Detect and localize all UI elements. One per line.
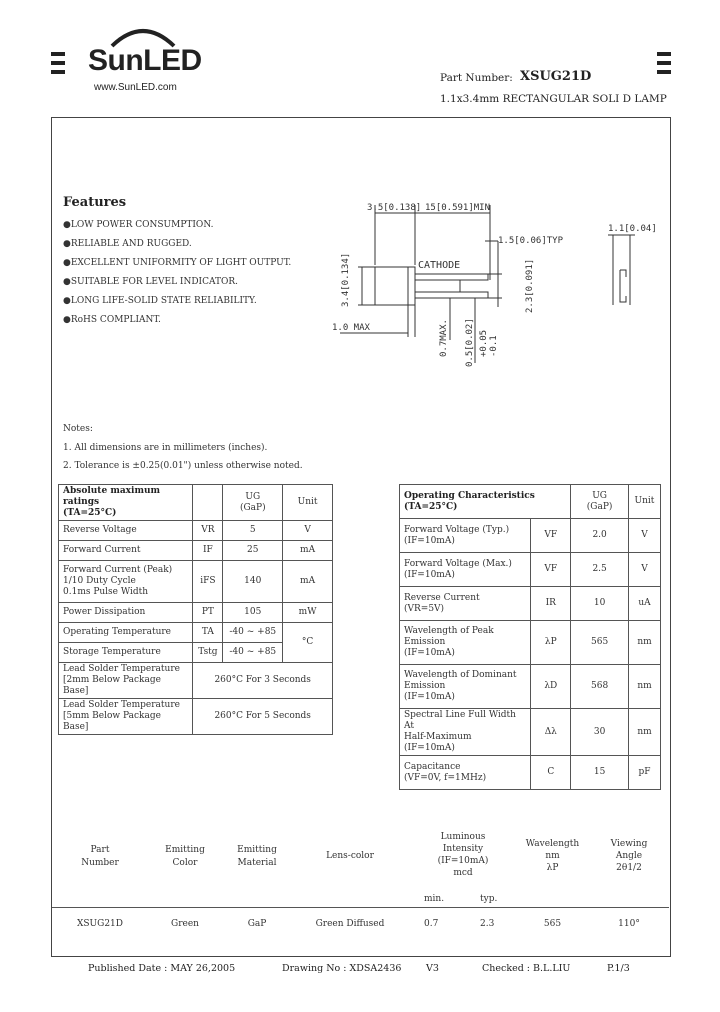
table-row: Spectral Line Full Width At Half-Maximum (IF=10mA) Δλ 30 nm <box>400 709 661 756</box>
version: V3 <box>426 963 439 974</box>
published-date: Published Date : MAY 26,2005 <box>88 963 236 974</box>
col-ug: UG <box>245 491 261 502</box>
feature-item: ●SUITABLE FOR LEVEL INDICATOR. <box>63 277 239 287</box>
dim-max: 1.0 MAX <box>332 323 370 333</box>
table-row: Storage Temperature Tstg -40 ~ +85 <box>59 643 333 663</box>
dim-tolerance-c: -0.1 <box>489 335 499 357</box>
dim-lead-width: 0.7MAX. <box>439 319 449 357</box>
table-row: Reverse Voltage VR 5 V <box>59 521 333 541</box>
absolute-max-ratings-table <box>58 484 333 735</box>
abs-max-title: Absolute maximum ratings <box>63 486 161 507</box>
table-row: Capacitance (VF=0V, f=1MHz) C 15 pF <box>400 756 661 790</box>
sel-typ: 2.3 <box>480 919 495 929</box>
sel-viewing-angle: 110° <box>618 919 640 929</box>
feature-item: ●LONG LIFE-SOLID STATE RELIABILITY. <box>63 296 257 306</box>
sel-col-part: Part Number <box>81 845 119 868</box>
sel-col-luminous: Luminous Intensity (IF=10mA) mcd <box>437 832 489 878</box>
sel-part: XSUG21D <box>76 919 123 929</box>
features-title: Features <box>63 195 127 210</box>
dim-tolerance-a: 0.5[0.02] <box>465 318 475 367</box>
table-row: Operating Temperature TA -40 ~ +85 °C <box>59 623 333 643</box>
feature-item: ●EXCELLENT UNIFORMITY OF LIGHT OUTPUT. <box>63 258 292 268</box>
part-number: XSUG21D <box>520 69 592 84</box>
abs-max-title-sub: (TA=25°C) <box>63 508 117 518</box>
sel-col-lens: Lens-color <box>326 851 374 861</box>
table-row: Lead Solder Temperature [5mm Below Package Base] 260°C For 5 Seconds <box>59 699 333 735</box>
brand-logo: SunLED <box>88 44 202 77</box>
feature-item: ●RELIABLE AND RUGGED. <box>63 239 192 249</box>
operating-characteristics-table <box>399 484 661 790</box>
dim-side: 1.1[0.04] <box>608 224 657 234</box>
dim-lead-pitch: 1.5[0.06]TYP <box>498 236 564 246</box>
dim-height: 3.4[0.134] <box>341 252 351 307</box>
table-row: Wavelength of Dominant Emission (IF=10mA) λD 568 nm <box>400 665 661 709</box>
logo-bars-right <box>657 52 671 79</box>
dim-tolerance-b: +0.05 <box>479 329 489 357</box>
sel-color: Green <box>171 919 199 929</box>
part-number-label: Part Number: <box>440 72 513 84</box>
note-item: 2. Tolerance is ±0.25(0.01") unless otherwise noted. <box>63 461 303 471</box>
op-char-title: Operating Characteristics <box>404 490 535 501</box>
notes-title: Notes: <box>63 424 93 434</box>
product-subtitle: 1.1x3.4mm RECTANGULAR SOLI D LAMP <box>440 93 667 105</box>
sel-col-viewing-angle: Viewing Angle 2θ1/2 <box>610 839 648 873</box>
table-row: Forward Voltage (Typ.) (IF=10mA) VF 2.0 V <box>400 519 661 553</box>
sel-col-wavelength: Wavelength nm λP <box>525 839 580 873</box>
drawing-number: Drawing No : XDSA2436 <box>282 963 402 974</box>
table-row: Power Dissipation PT 105 mW <box>59 603 333 623</box>
page-number: P.1/3 <box>607 963 630 974</box>
table-row: Wavelength of Peak Emission (IF=10mA) λP 565 nm <box>400 621 661 665</box>
sel-col-color: Emitting Color <box>165 845 205 868</box>
sel-min: 0.7 <box>424 919 439 929</box>
feature-item: ●LOW POWER CONSUMPTION. <box>63 220 214 230</box>
cathode-label: CATHODE <box>418 260 461 271</box>
table-row: Forward Current (Peak) 1/10 Duty Cycle 0.1ms Pulse Width iFS 140 mA <box>59 561 333 603</box>
op-char-title-sub: (TA=25°C) <box>404 501 458 512</box>
package-dimension-drawing <box>330 195 660 370</box>
col-ug-sub: (GaP) <box>239 502 266 513</box>
dim-top-right: 15[0.591]MIN <box>425 203 491 213</box>
note-item: 1. All dimensions are in millimeters (inches). <box>63 443 268 453</box>
table-row: Reverse Current (VR=5V) IR 10 uA <box>400 587 661 621</box>
sel-material: GaP <box>247 919 267 929</box>
dim-top-left: 3.5[0.138] <box>367 203 422 213</box>
sel-wavelength: 565 <box>543 919 562 929</box>
table-row: Lead Solder Temperature [2mm Below Package Base] 260°C For 3 Seconds <box>59 663 333 699</box>
table-row: Forward Voltage (Max.) (IF=10mA) VF 2.5 V <box>400 553 661 587</box>
dim-lead-span: 2.3[0.091] <box>525 258 535 313</box>
col-unit: Unit <box>283 485 333 521</box>
sel-col-min: min. <box>424 894 445 904</box>
table-row: Forward Current IF 25 mA <box>59 541 333 561</box>
selection-divider <box>52 907 669 908</box>
sel-lens: Green Diffused <box>315 919 385 929</box>
sel-col-material: Emitting Material <box>237 845 277 868</box>
brand-url: www.SunLED.com <box>94 82 177 93</box>
checked-by: Checked : B.L.LIU <box>482 963 571 974</box>
table-header-row: Operating Characteristics (TA=25°C) UG (GaP) Unit <box>400 485 661 519</box>
feature-item: ●RoHS COMPLIANT. <box>63 315 161 325</box>
logo-bars-left <box>51 52 65 79</box>
table-header-row <box>59 485 333 521</box>
sel-col-typ: typ. <box>480 894 498 904</box>
